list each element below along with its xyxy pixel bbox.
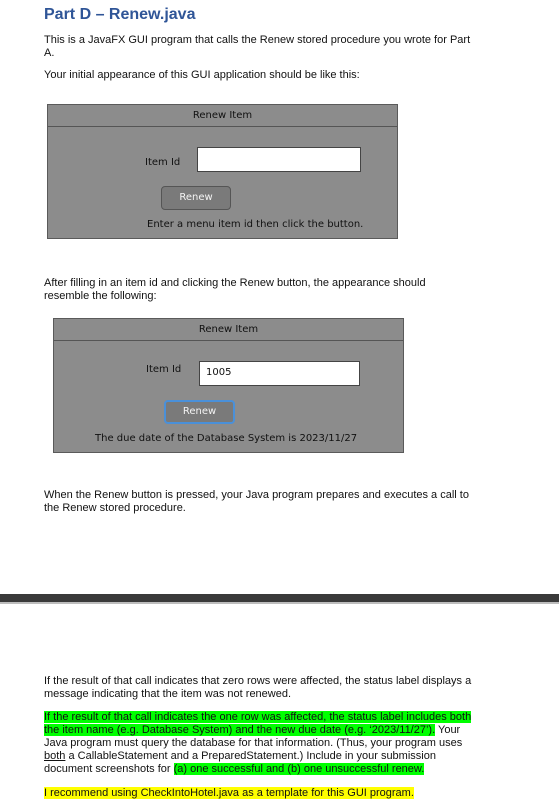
item-id-label: Item Id xyxy=(146,364,182,375)
window-title: Renew Item xyxy=(48,105,397,127)
item-id-input[interactable]: 1005 xyxy=(199,361,360,386)
zero-rows-line-2: message indicating that the item was not renewed. xyxy=(44,688,292,700)
after-paragraph xyxy=(44,277,514,303)
window-title: Renew Item xyxy=(54,319,403,341)
item-id-input[interactable] xyxy=(197,147,361,172)
highlight-line-2: the item name (e.g. Database System) and the new due date (e.g. ‘2023/11/27’). xyxy=(44,724,436,736)
line-2-rest: Your xyxy=(435,724,461,736)
initial-appearance-note: Your initial appearance of this GUI application should be like this: xyxy=(44,69,360,81)
highlight-line-5: (a) one successful and (b) one unsuccessful renew. xyxy=(173,763,425,775)
highlight-line-1: If the result of that call indicates the one row was affected, the status label includes both xyxy=(44,711,472,723)
page-break xyxy=(0,594,559,602)
after-line-1: After filling in an item id and clicking the Renew button, the appearance should xyxy=(44,277,426,289)
after-line-2: resemble the following: xyxy=(44,290,157,302)
zero-rows-line-1: If the result of that call indicates that zero rows were affected, the status label displays a xyxy=(44,675,472,687)
item-id-label: Item Id xyxy=(145,157,181,168)
line-3: Java program must query the database for that information. (Thus, your program uses xyxy=(44,737,463,749)
line-5-start: document screenshots for xyxy=(44,763,174,775)
zero-rows-paragraph xyxy=(44,675,524,701)
status-label: The due date of the Database System is 2023/11/27 xyxy=(95,433,358,444)
renew-window-result xyxy=(53,318,404,453)
recommend-paragraph xyxy=(44,787,524,800)
renew-window-initial xyxy=(47,104,398,239)
one-row-paragraph xyxy=(44,711,524,776)
intro-paragraph xyxy=(44,34,514,60)
page-break-shadow xyxy=(0,602,559,604)
recommend-highlight: I recommend using CheckIntoHotel.java as a template for this GUI program. xyxy=(44,787,414,799)
pressed-line-2: the Renew stored procedure. xyxy=(44,502,186,514)
pressed-paragraph xyxy=(44,489,514,515)
renew-button[interactable]: Renew xyxy=(164,400,235,424)
section-heading: Part D – Renew.java xyxy=(44,6,196,23)
intro-line-1: This is a JavaFX GUI program that calls the Renew stored procedure you wrote for Part xyxy=(44,34,471,46)
intro-line-2: A. xyxy=(44,47,55,59)
renew-button[interactable]: Renew xyxy=(161,186,231,210)
underlined-both: both xyxy=(44,750,66,762)
pressed-line-1: When the Renew button is pressed, your Java program prepares and executes a call to xyxy=(44,489,469,501)
line-4-rest: a CallableStatement and a PreparedStatement.) Include in your submission xyxy=(65,750,436,762)
status-label: Enter a menu item id then click the button. xyxy=(147,219,364,230)
